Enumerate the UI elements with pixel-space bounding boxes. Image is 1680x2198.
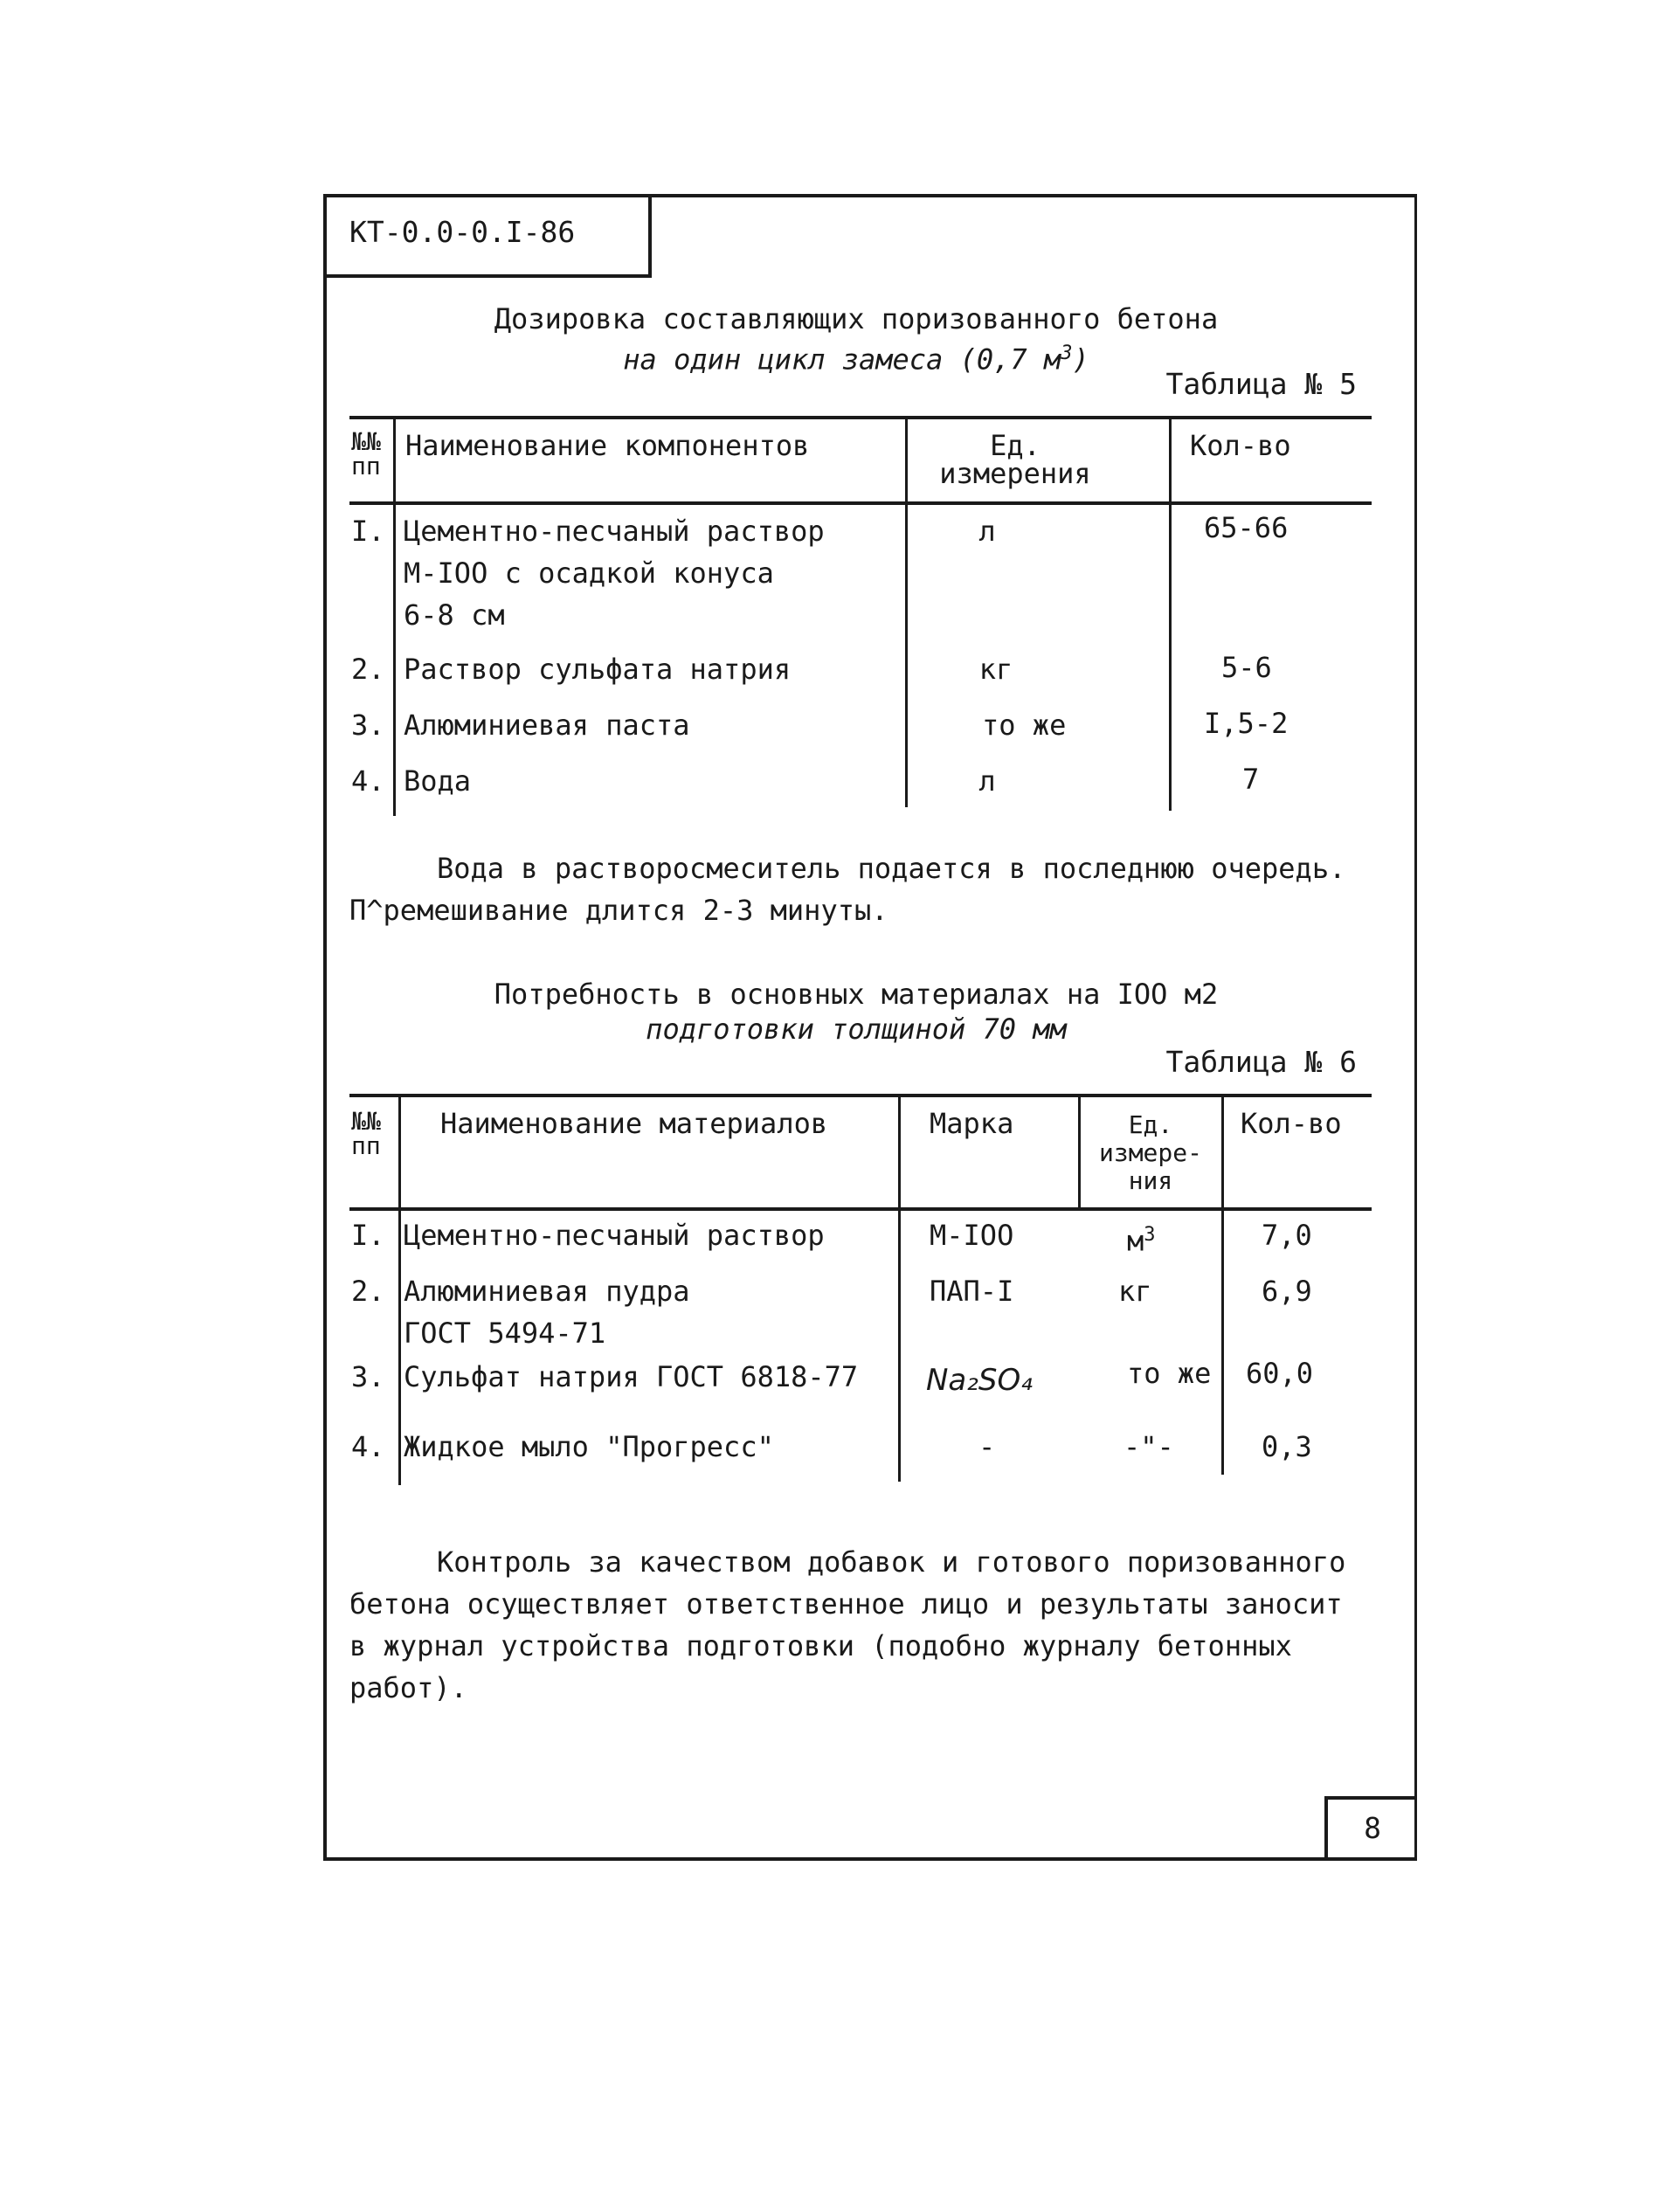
table5-row-qty: 5-6 — [1221, 651, 1272, 684]
table5-title-line1: Дозировка составляющих поризованного бетона — [494, 302, 1219, 335]
table5-row-name: Цементно-песчаный раствор М-IOO с осадкой конуса 6-8 см — [404, 515, 825, 632]
table5-header-unit: Ед. измерения — [939, 429, 1091, 490]
table5-title-line2: на один цикл замеса (0,7 $м^3$) — [623, 342, 1089, 377]
table6-title-line2: подготовки толщиной 70 мм — [646, 1013, 1067, 1046]
table6-row-unit: $м^3$ — [1127, 1224, 1156, 1258]
table5-row-unit: кг — [978, 653, 1013, 686]
table5-top-rule — [349, 416, 1372, 419]
table6-row-brand: ПАП-I — [930, 1275, 1014, 1308]
paragraph-line: Вода в растворосмеситель подается в последнюю очередь. — [437, 852, 1346, 885]
table6-header-name: Наименование материалов — [440, 1107, 828, 1140]
table5-row-name: Алюминиевая паста — [404, 708, 690, 742]
paragraph-mixing — [349, 847, 1380, 931]
table5-header-name: Наименование компонентов — [405, 429, 810, 462]
table6-col-divider — [398, 1094, 401, 1485]
table6-header-num: №№ пп — [351, 1107, 381, 1160]
table6-col-divider — [898, 1094, 901, 1482]
page-number: 8 — [1324, 1796, 1417, 1861]
document-code: КТ-0.0-0.I-86 — [323, 194, 652, 278]
table6-row-num: 4. — [351, 1430, 385, 1463]
table6-header-qty: Кол-во — [1241, 1107, 1342, 1140]
table6-row-num: I. — [351, 1219, 385, 1252]
table6-col-divider — [1221, 1094, 1224, 1475]
table6-caption: Таблица № 6 — [1165, 1045, 1357, 1079]
table6-row-qty: 6,9 — [1262, 1275, 1312, 1308]
table5-header-num: №№ пп — [351, 427, 381, 480]
table5-row-name: Раствор сульфата натрия — [404, 653, 792, 686]
table6-title-line1: Потребность в основных материалах на IOO м2 — [494, 978, 1219, 1011]
table6-row-brand: М-IOO — [930, 1219, 1014, 1252]
table6-header-brand: Марка — [930, 1107, 1014, 1140]
table5-row-unit: то же — [982, 708, 1067, 742]
table6-header-unit: Ед. измере- ния — [1098, 1110, 1202, 1195]
table5-col-divider — [1169, 416, 1172, 811]
table6-col-divider — [1078, 1094, 1081, 1207]
table6-row-brand: - — [978, 1430, 996, 1463]
table6-row-name: Цементно-песчаный раствор — [404, 1219, 825, 1252]
paragraph-line: П^ремешивание длится 2-3 минуты. — [349, 894, 888, 927]
table5-row-qty: I,5-2 — [1204, 707, 1289, 740]
table5-row-num: 4. — [351, 764, 385, 798]
table5-row-num: 2. — [351, 653, 385, 686]
table6-row-unit: кг — [1118, 1275, 1152, 1308]
table6-row-name: Алюминиевая пудра ГОСТ 5494-71 — [404, 1275, 690, 1350]
table6-top-rule — [349, 1094, 1372, 1097]
table5-caption: Таблица № 5 — [1165, 367, 1357, 401]
table6-row-unit: -"- — [1123, 1430, 1174, 1463]
table6-title — [349, 977, 1363, 1047]
paragraph-line: в журнал устройства подготовки (подобно журналу бетонных — [349, 1629, 1292, 1662]
table6-row-brand: Na₂SO₄ — [926, 1363, 1033, 1398]
table5-row-qty: 7 — [1242, 763, 1260, 796]
paragraph-line: Контроль за качеством добавок и готового поризованного — [437, 1545, 1346, 1579]
paragraph-line: бетона осуществляет ответственное лицо и результаты заносит — [349, 1587, 1343, 1621]
table6-row-qty: 7,0 — [1262, 1219, 1312, 1252]
table6-row-qty: 60,0 — [1246, 1357, 1314, 1390]
table6-row-qty: 0,3 — [1262, 1430, 1312, 1463]
table5-title — [349, 301, 1363, 377]
table6-row-name: Сульфат натрия ГОСТ 6818-77 — [404, 1360, 859, 1393]
table6-row-name: Жидкое мыло "Прогресс" — [404, 1430, 774, 1463]
table5-row-name: Вода — [404, 764, 472, 798]
table6-row-num: 2. — [351, 1275, 385, 1308]
table5-row-num: 3. — [351, 708, 385, 742]
table6-header-rule — [349, 1207, 1372, 1211]
table5-row-num: I. — [351, 515, 385, 548]
table5-row-unit: л — [978, 764, 996, 798]
table6-row-num: 3. — [351, 1360, 385, 1393]
table5-header-rule — [349, 501, 1372, 505]
table5-row-unit: л — [978, 515, 996, 548]
table5-col-divider — [905, 416, 908, 807]
table5-row-qty: 65-66 — [1204, 511, 1289, 544]
table6-row-unit: то же — [1127, 1357, 1212, 1390]
paragraph-quality-control — [349, 1541, 1380, 1709]
paragraph-line: работ). — [349, 1671, 467, 1704]
table5-header-qty: Кол-во — [1190, 429, 1291, 462]
table5-col-divider — [393, 416, 396, 816]
